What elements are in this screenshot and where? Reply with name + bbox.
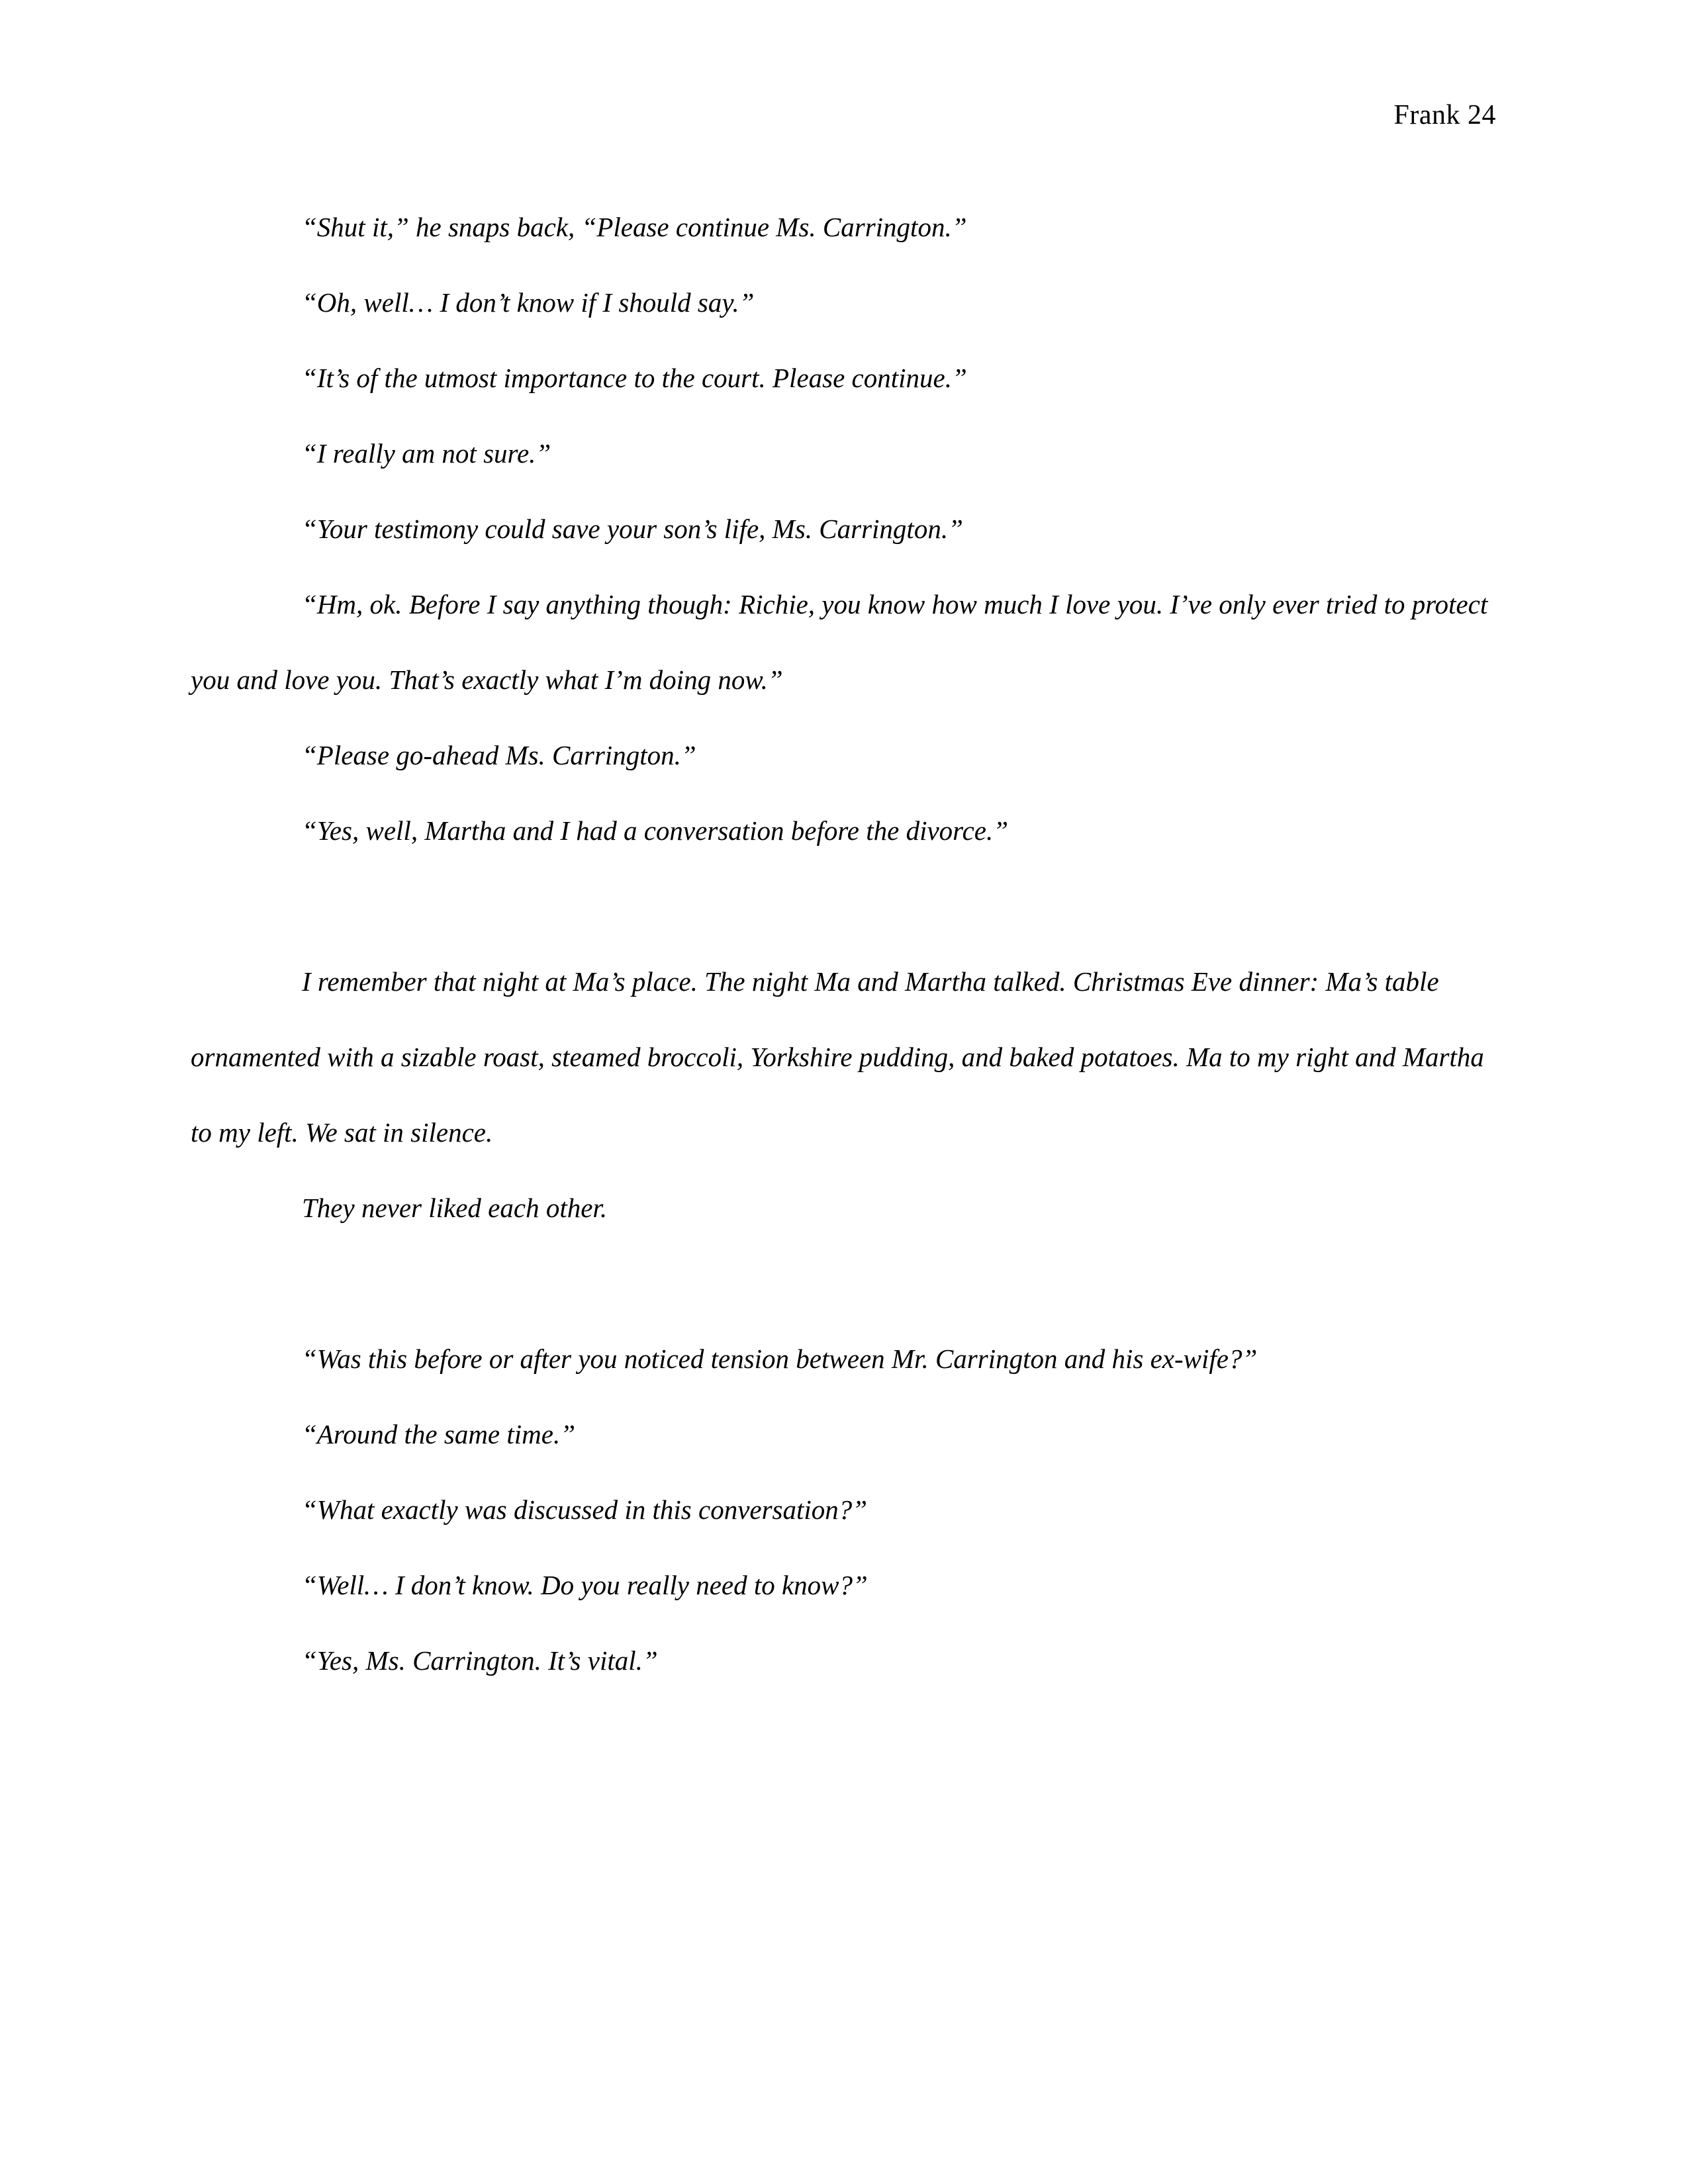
paragraph: “Oh, well… I don’t know if I should say.” xyxy=(302,287,755,318)
paragraph: I remember that night at Ma’s place. The night Ma and Martha talked. Christmas Eve dinner: Ma’s table ornamented with a sizable roast, steamed broccoli, Yorkshire pudding, and baked potatoes. Ma to my right and Martha to my left. We sat in silence. xyxy=(191,966,1491,1148)
document-body xyxy=(191,189,1493,1698)
paragraph: “What exactly was discussed in this conversation?” xyxy=(302,1494,868,1525)
paragraph: “Please go-ahead Ms. Carrington.” xyxy=(302,740,696,770)
running-head: Frank 24 xyxy=(1393,100,1496,130)
paragraph: “Yes, Ms. Carrington. It’s vital.” xyxy=(302,1645,658,1676)
paragraph-spacer xyxy=(191,1246,1493,1321)
paragraph: “Well… I don’t know. Do you really need to know?” xyxy=(302,1570,868,1600)
paragraph: “It’s of the utmost importance to the court. Please continue.” xyxy=(302,363,967,393)
paragraph: “Yes, well, Martha and I had a conversation before the divorce.” xyxy=(302,815,1009,846)
paragraph: They never liked each other. xyxy=(302,1193,608,1223)
paragraph-spacer xyxy=(191,868,1493,944)
paragraph: “I really am not sure.” xyxy=(302,438,551,469)
paragraph: “Shut it,” he snaps back, “Please continue Ms. Carrington.” xyxy=(302,212,967,242)
paragraph: “Your testimony could save your son’s life, Ms. Carrington.” xyxy=(302,514,963,544)
paragraph: “Was this before or after you noticed tension between Mr. Carrington and his ex-wife?” xyxy=(302,1343,1258,1374)
paragraph: “Around the same time.” xyxy=(302,1419,576,1449)
paragraph: “Hm, ok. Before I say anything though: Richie, you know how much I love you. I’ve only ever tried to protect you and love you. That’s exactly what I’m doing now.” xyxy=(191,589,1495,695)
